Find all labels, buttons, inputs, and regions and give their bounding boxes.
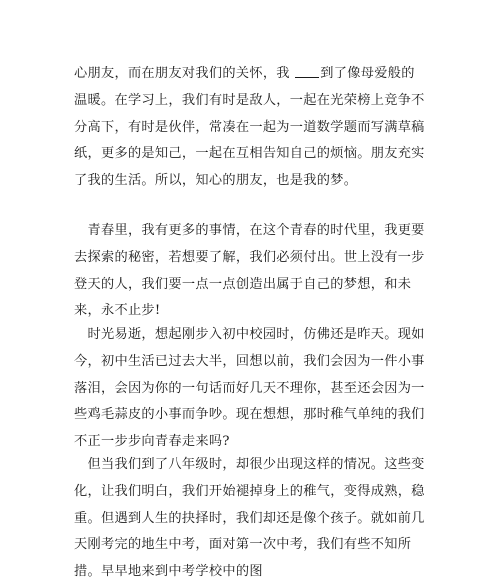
paragraph-text-after-blank: 到了像母爱般的温暖。在学习上，我们有时是敌人，一起在光荣榜上竞争不分高下，有时是伙伴，常凑在一起为一道数学题而写满草稿纸，更多的是知己，一起在互相告知自己的烦恼。朋友充实了我的生活。所以，知心的朋友，也是我的梦。 xyxy=(74,66,425,189)
paragraph-friendship xyxy=(74,61,426,195)
paragraph-time-passing: 时光易逝，想起刚步入初中校园时，仿佛还是昨天。现如今，初中生活已过去大半，回想以前，我们会因为一件小事落泪，会因为你的一句话而好几天不理你，甚至还会因为一些鸡毛蒜皮的小事而争吵。现在想想，那时稚气单纯的我们不正一步步向青春走来吗? xyxy=(74,327,425,450)
paragraph-eighth-grade: 但当我们到了八年级时，却很少出现这样的情况。这些变化，让我们明白，我们开始褪掉身上的稚气，变得成熟，稳重。但遇到人生的抉择时，我们却还是像个孩子。就如前几天刚考完的地生中考，面对第一次中考，我们有些不知所措。早早地来到中考学校中的图 xyxy=(74,457,425,580)
paragraph-text-before-blank: 心朋友，而在朋友对我们的关怀，我 xyxy=(74,66,295,81)
fill-in-blank xyxy=(295,65,319,78)
paragraph-youth-dreams: 青春里，我有更多的事情，在这个青春的时代里，我更要去探索的秘密，若想要了解，我们必须付出。世上没有一步登天的人，我们要一点一点创造出属于自己的梦想，和未来，永不止步! xyxy=(74,223,425,319)
